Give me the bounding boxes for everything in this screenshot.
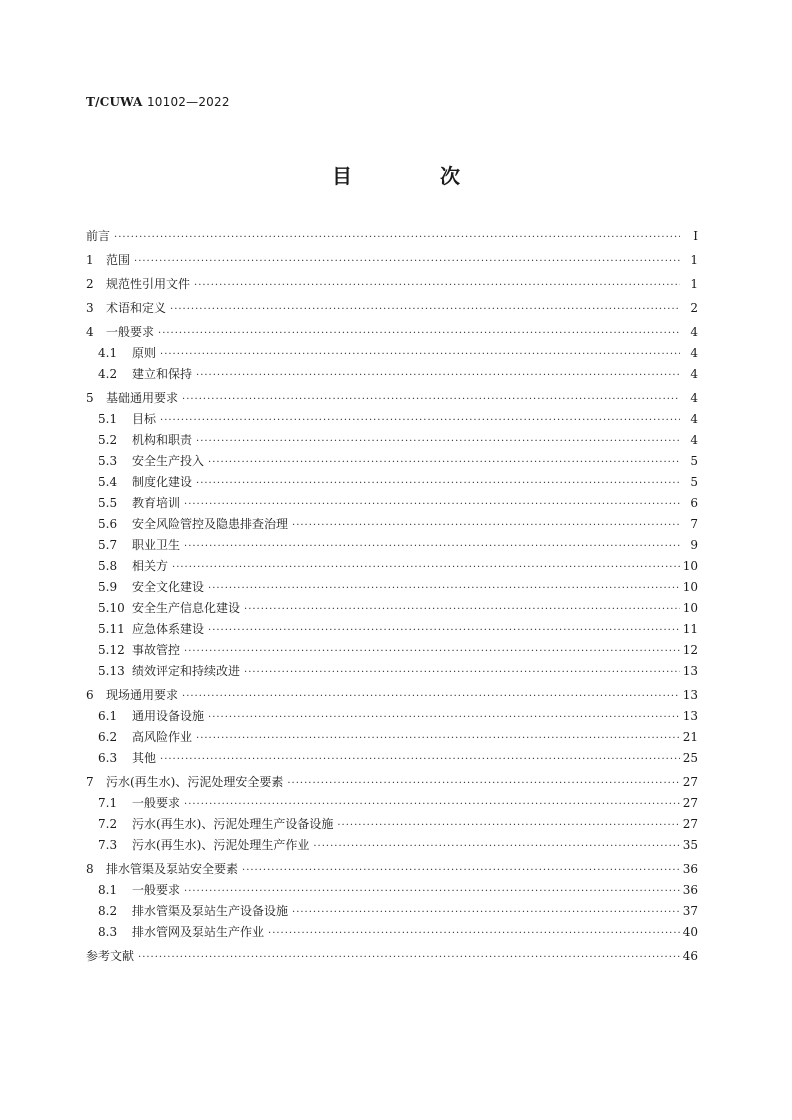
toc-leader-dots	[160, 344, 680, 365]
toc-entry-number: 5.7	[98, 538, 118, 552]
toc-entry-title: 排水管渠及泵站生产设备设施	[132, 904, 289, 918]
toc-entry[interactable]	[86, 322, 698, 343]
toc-entry-page: 27	[682, 796, 698, 810]
toc-leader-dots	[196, 365, 680, 386]
toc-leader-dots	[208, 578, 680, 599]
toc-entry-page: 27	[682, 817, 698, 831]
toc-entry-title: 前言	[86, 229, 111, 243]
toc-entry-page: 11	[682, 622, 698, 636]
toc-leader-dots	[184, 536, 680, 557]
toc-entry-number: 3	[86, 301, 94, 315]
toc-entry[interactable]	[86, 409, 698, 430]
toc-leader-dots	[160, 749, 680, 770]
toc-entry-title: 目标	[132, 412, 157, 426]
toc-entry-number: 5.2	[98, 433, 118, 447]
toc-entry-number: 4.2	[98, 367, 118, 381]
table-of-contents	[86, 226, 698, 967]
toc-leader-dots	[184, 881, 680, 902]
toc-entry-page: 4	[690, 346, 698, 360]
toc-entry[interactable]	[86, 814, 698, 835]
toc-entry-page: 4	[690, 412, 698, 426]
toc-entry-title: 其他	[132, 751, 157, 765]
toc-entry-title: 高风险作业	[132, 730, 193, 744]
toc-entry-number: 5.1	[98, 412, 118, 426]
toc-entry-page: 37	[682, 904, 698, 918]
toc-leader-dots	[292, 902, 680, 923]
toc-entry[interactable]	[86, 226, 698, 247]
toc-entry[interactable]	[86, 430, 698, 451]
toc-entry-number: 7.3	[98, 838, 118, 852]
toc-entry[interactable]	[86, 859, 698, 880]
toc-entry-title: 污水(再生水)、污泥处理生产作业	[132, 838, 310, 852]
toc-entry-title: 污水(再生水)、污泥处理生产设备设施	[132, 817, 334, 831]
toc-entry-page: 7	[690, 517, 698, 531]
toc-entry-number: 5	[86, 391, 94, 405]
toc-entry[interactable]	[86, 364, 698, 385]
toc-leader-dots	[313, 836, 680, 857]
toc-entry-number: 7.2	[98, 817, 118, 831]
toc-entry[interactable]	[86, 835, 698, 856]
toc-entry-title: 职业卫生	[132, 538, 181, 552]
toc-entry[interactable]	[86, 451, 698, 472]
toc-entry-title: 机构和职责	[132, 433, 193, 447]
toc-leader-dots	[337, 815, 680, 836]
toc-entry-title: 安全文化建设	[132, 580, 205, 594]
toc-entry[interactable]	[86, 250, 698, 271]
toc-entry-title: 规范性引用文件	[106, 277, 191, 291]
toc-leader-dots	[184, 494, 680, 515]
toc-entry-title: 教育培训	[132, 496, 181, 510]
toc-entry-page: 21	[682, 730, 698, 744]
toc-entry-number: 6.3	[98, 751, 118, 765]
toc-entry-title: 术语和定义	[106, 301, 167, 315]
toc-entry-title: 原则	[132, 346, 157, 360]
toc-entry-page: 4	[690, 325, 698, 339]
toc-entry-number: 5.3	[98, 454, 118, 468]
toc-entry-page: 36	[682, 883, 698, 897]
toc-entry[interactable]	[86, 388, 698, 409]
toc-entry-page: 36	[682, 862, 698, 876]
toc-entry-page: 4	[690, 391, 698, 405]
toc-leader-dots	[196, 473, 680, 494]
toc-entry-number: 5.12	[98, 643, 125, 657]
toc-leader-dots	[184, 641, 680, 662]
toc-entry-page: 13	[682, 688, 698, 702]
toc-entry[interactable]	[86, 793, 698, 814]
toc-entry-number: 4.1	[98, 346, 118, 360]
toc-leader-dots	[182, 389, 680, 410]
toc-entry[interactable]	[86, 535, 698, 556]
toc-entry-number: 4	[86, 325, 94, 339]
toc-entry[interactable]	[86, 901, 698, 922]
toc-entry-number: 2	[86, 277, 94, 291]
toc-entry[interactable]	[86, 598, 698, 619]
toc-entry-page: 2	[690, 301, 698, 315]
toc-entry[interactable]	[86, 343, 698, 364]
toc-entry-title: 通用设备设施	[132, 709, 205, 723]
toc-entry[interactable]	[86, 880, 698, 901]
toc-entry-number: 8	[86, 862, 94, 876]
toc-entry-number: 8.3	[98, 925, 118, 939]
toc-leader-dots	[172, 557, 680, 578]
toc-entry-title: 安全生产投入	[132, 454, 205, 468]
toc-entry-title: 基础通用要求	[106, 391, 179, 405]
toc-leader-dots	[170, 299, 680, 320]
toc-entry[interactable]	[86, 556, 698, 577]
toc-entry-number: 5.10	[98, 601, 125, 615]
toc-entry[interactable]	[86, 577, 698, 598]
toc-entry-number: 8.2	[98, 904, 118, 918]
toc-entry-number: 7	[86, 775, 94, 789]
document-prefix: T/CUWA	[86, 95, 143, 109]
toc-leader-dots	[182, 686, 680, 707]
toc-leader-dots	[184, 794, 680, 815]
toc-entry-number: 5.11	[98, 622, 125, 636]
toc-entry-title: 排水管渠及泵站安全要素	[106, 862, 239, 876]
document-number: 10102—2022	[146, 95, 230, 109]
toc-entry[interactable]	[86, 772, 698, 793]
toc-entry-title: 参考文献	[86, 949, 135, 963]
toc-entry[interactable]	[86, 514, 698, 535]
toc-entry-page: 1	[690, 253, 698, 267]
toc-entry-title: 建立和保持	[132, 367, 193, 381]
toc-leader-dots	[292, 515, 680, 536]
toc-entry[interactable]	[86, 922, 698, 943]
toc-entry-page: 4	[690, 367, 698, 381]
toc-leader-dots	[244, 662, 680, 683]
toc-entry-page: 5	[690, 454, 698, 468]
toc-leader-dots	[268, 923, 680, 944]
toc-entry[interactable]	[86, 748, 698, 769]
toc-entry[interactable]	[86, 727, 698, 748]
toc-entry-page: 25	[682, 751, 698, 765]
toc-entry-page: 10	[682, 580, 698, 594]
toc-entry-number: 7.1	[98, 796, 118, 810]
toc-leader-dots	[158, 323, 680, 344]
toc-leader-dots	[194, 275, 680, 296]
toc-leader-dots	[287, 773, 680, 794]
toc-leader-dots	[208, 452, 680, 473]
toc-entry-page: 10	[682, 559, 698, 573]
toc-entry-title: 范围	[106, 253, 131, 267]
toc-leader-dots	[196, 728, 680, 749]
toc-entry-page: 4	[690, 433, 698, 447]
toc-entry[interactable]	[86, 274, 698, 295]
document-code	[86, 95, 230, 109]
toc-entry-number: 8.1	[98, 883, 118, 897]
toc-entry-title: 排水管网及泵站生产作业	[132, 925, 265, 939]
page-title: 目 次	[332, 164, 494, 188]
toc-leader-dots	[244, 599, 680, 620]
toc-entry[interactable]	[86, 640, 698, 661]
toc-leader-dots	[160, 410, 680, 431]
toc-entry-page: 27	[682, 775, 698, 789]
toc-entry-title: 一般要求	[132, 796, 181, 810]
toc-entry-number: 5.4	[98, 475, 118, 489]
toc-entry-page: 46	[682, 949, 698, 963]
toc-entry-page: 35	[682, 838, 698, 852]
toc-entry[interactable]	[86, 661, 698, 682]
toc-leader-dots	[196, 431, 680, 452]
toc-leader-dots	[114, 227, 680, 248]
toc-entry-number: 5.13	[98, 664, 125, 678]
toc-entry-number: 5.5	[98, 496, 118, 510]
toc-entry-title: 事故管控	[132, 643, 181, 657]
toc-entry-page: I	[693, 229, 698, 243]
toc-entry[interactable]	[86, 493, 698, 514]
toc-entry[interactable]	[86, 706, 698, 727]
toc-entry-number: 6.1	[98, 709, 118, 723]
toc-entry-title: 一般要求	[132, 883, 181, 897]
toc-leader-dots	[134, 251, 680, 272]
toc-entry-title: 污水(再生水)、污泥处理安全要素	[106, 775, 284, 789]
toc-leader-dots	[208, 620, 680, 641]
toc-leader-dots	[242, 860, 680, 881]
toc-entry-title: 安全风险管控及隐患排查治理	[132, 517, 289, 531]
toc-entry-title: 应急体系建设	[132, 622, 205, 636]
toc-entry[interactable]	[86, 685, 698, 706]
toc-entry[interactable]	[86, 472, 698, 493]
toc-entry-number: 1	[86, 253, 94, 267]
toc-entry-page: 10	[682, 601, 698, 615]
toc-entry[interactable]	[86, 619, 698, 640]
toc-entry-page: 13	[682, 664, 698, 678]
toc-entry-title: 一般要求	[106, 325, 155, 339]
toc-entry-page: 9	[690, 538, 698, 552]
toc-entry-page: 40	[682, 925, 698, 939]
toc-entry-number: 5.8	[98, 559, 118, 573]
toc-entry-page: 6	[690, 496, 698, 510]
toc-entry-page: 1	[690, 277, 698, 291]
toc-leader-dots	[138, 947, 680, 968]
toc-entry[interactable]	[86, 298, 698, 319]
toc-entry-title: 安全生产信息化建设	[132, 601, 241, 615]
toc-entry-number: 6.2	[98, 730, 118, 744]
toc-entry-page: 5	[690, 475, 698, 489]
toc-entry-title: 相关方	[132, 559, 169, 573]
toc-leader-dots	[208, 707, 680, 728]
toc-entry[interactable]	[86, 946, 698, 967]
toc-entry-page: 13	[682, 709, 698, 723]
toc-entry-title: 制度化建设	[132, 475, 193, 489]
toc-entry-number: 6	[86, 688, 94, 702]
toc-entry-title: 现场通用要求	[106, 688, 179, 702]
toc-entry-title: 绩效评定和持续改进	[132, 664, 241, 678]
toc-entry-number: 5.9	[98, 580, 118, 594]
toc-entry-number: 5.6	[98, 517, 118, 531]
toc-entry-page: 12	[682, 643, 698, 657]
